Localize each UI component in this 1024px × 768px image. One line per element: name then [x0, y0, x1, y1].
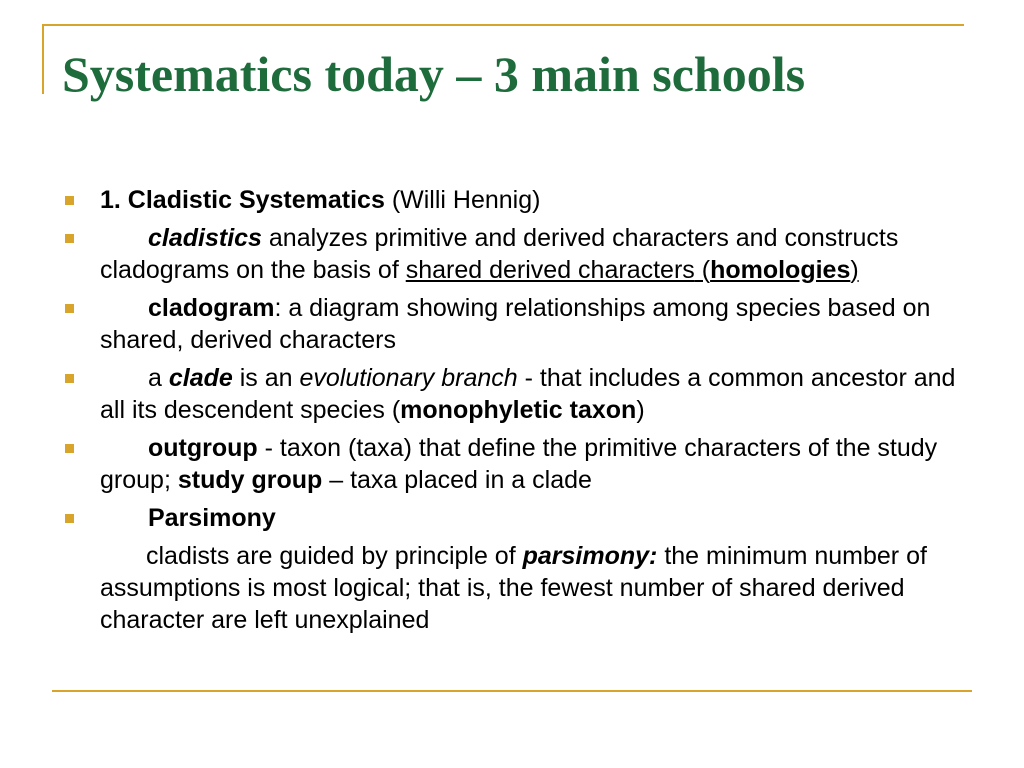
paren-open: ( — [694, 256, 711, 284]
term-homologies: homologies — [710, 256, 851, 284]
term-cladogram: cladogram — [148, 294, 275, 322]
top-rule — [42, 24, 964, 26]
bullet-item-outgroup — [56, 432, 966, 496]
bullet-item-cladogram — [56, 292, 966, 356]
bullet-text: analyzes primitive and derived characters and constructs cladograms on the basis of — [100, 224, 899, 284]
bullet-text: (Willi Hennig) — [384, 186, 541, 214]
bullet-text-pre: a — [148, 364, 169, 392]
left-rule — [42, 24, 44, 94]
bullet-item-cladistics — [56, 222, 966, 286]
bullet-list — [56, 184, 966, 636]
square-bullet-icon — [65, 514, 74, 523]
bullet-text: : a diagram showing relationships among species based on shared, derived characters — [100, 294, 931, 354]
term-parsimony-definition: parsimony: — [522, 542, 658, 570]
paragraph-text-pre: cladists are guided by principle of — [146, 542, 523, 570]
bullet-text: - taxon (taxa) that define the primitive characters of the study group; — [100, 434, 938, 494]
bullet-text-2: – taxa placed in a clade — [322, 466, 592, 494]
square-bullet-icon — [65, 304, 74, 313]
square-bullet-icon — [65, 196, 74, 205]
term-clade: clade — [168, 364, 233, 392]
parsimony-paragraph — [56, 540, 966, 636]
term-monophyletic-taxon: monophyletic taxon — [400, 396, 637, 424]
bullet-item-parsimony — [56, 502, 966, 534]
term-parsimony: Parsimony — [148, 504, 276, 532]
slide-title: Systematics today – 3 main schools — [62, 46, 806, 102]
bullet-item-clade — [56, 362, 966, 426]
term-outgroup: outgroup — [148, 434, 258, 462]
paren-close: ) — [850, 256, 859, 284]
bottom-rule — [52, 690, 972, 692]
term-evolutionary-branch: evolutionary branch — [299, 364, 518, 392]
paragraph-text: the minimum number of assumptions is most logical; that is, the fewest number of shared derived character are left unexplained — [100, 542, 927, 634]
square-bullet-icon — [65, 374, 74, 383]
bullet-item-cladistic-systematics — [56, 184, 966, 216]
bullet-heading: 1. Cladistic Systematics — [100, 186, 385, 214]
term-study-group: study group — [177, 466, 323, 494]
term-cladistics: cladistics — [148, 224, 262, 252]
paren-close: ) — [636, 396, 645, 424]
square-bullet-icon — [65, 234, 74, 243]
bullet-text: - that includes a common ancestor and all its descendent species ( — [100, 364, 956, 424]
bullet-text-mid: is an — [232, 364, 300, 392]
shared-derived-characters-link: shared derived characters — [405, 256, 695, 284]
square-bullet-icon — [65, 444, 74, 453]
